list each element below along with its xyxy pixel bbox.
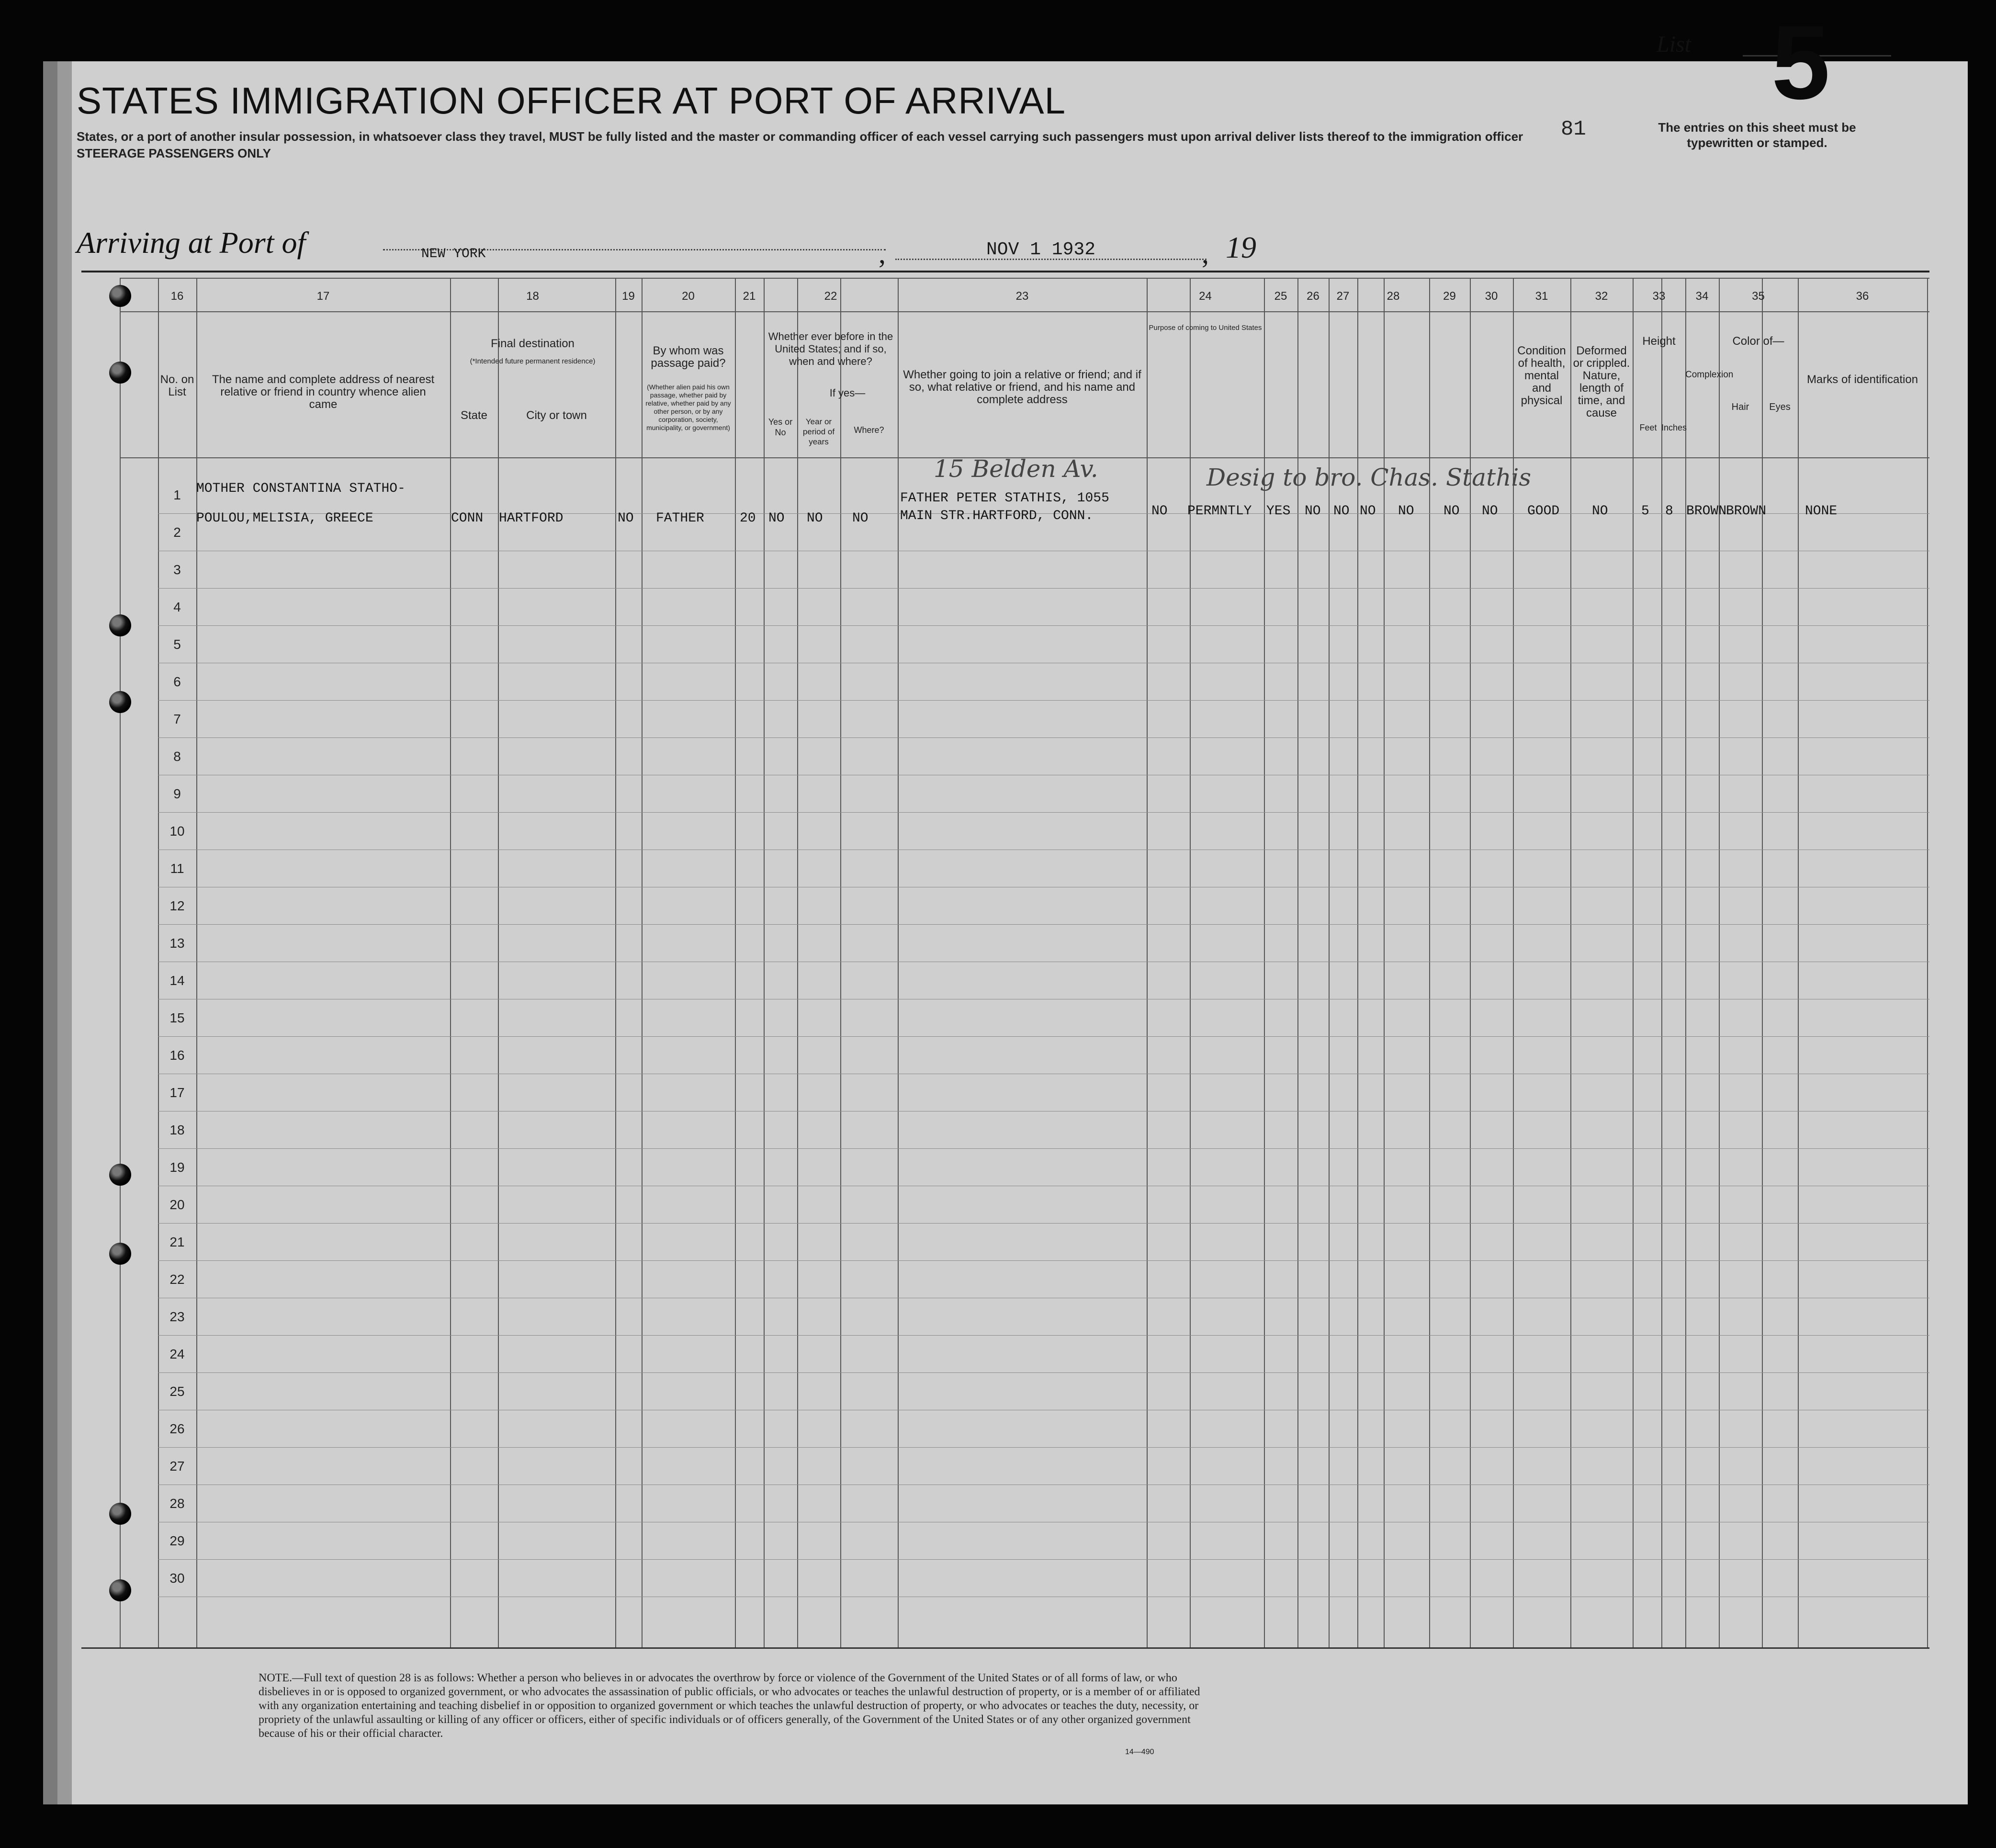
punch-hole — [109, 1579, 131, 1601]
grid-line — [1570, 278, 1571, 1647]
grid-line — [1685, 278, 1686, 1647]
grid-line — [120, 278, 1929, 279]
manifest-page — [72, 61, 1968, 1804]
row-number: 13 — [169, 936, 185, 951]
arriving-label: Arriving at Port of — [77, 226, 306, 260]
row-line — [158, 1559, 1929, 1560]
row-number: 11 — [170, 861, 184, 876]
grid-line — [1927, 278, 1928, 1647]
column-header-marks: Marks of identification — [1806, 373, 1918, 386]
before-period-value: NO — [807, 511, 823, 526]
list-number: 5 — [1771, 3, 1830, 121]
hair-value: BROWN — [1726, 504, 1767, 519]
row-number: 25 — [169, 1384, 185, 1399]
column-number: 23 — [1015, 290, 1029, 303]
column-number: 27 — [1336, 290, 1350, 303]
grid-line — [840, 278, 841, 1647]
column-number: 28 — [1387, 290, 1400, 303]
row-line — [158, 1223, 1929, 1224]
grid-line — [642, 278, 643, 1647]
grid-line — [1147, 278, 1148, 1647]
row-number: 2 — [173, 525, 181, 540]
column-number: 17 — [316, 290, 330, 303]
purpose-b-value: PERMNTLY — [1187, 504, 1252, 519]
column-number: 19 — [622, 290, 635, 303]
grid-line — [898, 278, 899, 1647]
column-header-relative: The name and complete address of nearest relative or friend in country whence alien came — [212, 373, 435, 411]
punch-hole — [109, 285, 131, 307]
column-header-where: Where? — [854, 425, 884, 435]
column-number: 18 — [526, 290, 539, 303]
row-number: 17 — [169, 1085, 185, 1100]
grid-line — [764, 278, 765, 1647]
before-yes-no-value: NO — [768, 511, 785, 526]
ticket-value: NO — [618, 511, 634, 526]
column-number: 32 — [1595, 290, 1608, 303]
join-line-1: FATHER PETER STATHIS, 1055 — [900, 491, 1109, 506]
row-number: 22 — [169, 1272, 185, 1287]
column-header-if-yes: If yes— — [829, 387, 866, 399]
header-rule — [81, 271, 1929, 272]
column-number: 34 — [1695, 290, 1709, 303]
subtitle: States, or a port of another insular possession, in whatsoever class they travel, MUST be fully listed and the master or commanding officer of each vessel carrying such passengers must upon arrival deliver lists thereof to the immigration officer — [77, 129, 1523, 144]
marks-value: NONE — [1805, 504, 1838, 519]
column-header-complexion: Complexion — [1685, 370, 1734, 380]
column-number: 35 — [1752, 290, 1765, 303]
page-title: STATES IMMIGRATION OFFICER AT PORT OF ARRIVAL — [77, 79, 1066, 122]
grid-line — [158, 278, 159, 1647]
row-number: 1 — [173, 488, 181, 502]
punch-hole — [109, 1164, 131, 1186]
column-header-inches: Inches — [1661, 423, 1687, 432]
row-number: 8 — [173, 749, 181, 764]
column-number: 31 — [1535, 290, 1548, 303]
column-number: 21 — [743, 290, 756, 303]
grid-line — [1661, 278, 1662, 1647]
column-header-hair: Hair — [1731, 402, 1749, 412]
handwritten-note: Desig to bro. Chas. Stathis — [1207, 464, 1532, 491]
column-number: 36 — [1856, 290, 1869, 303]
row-number: 23 — [169, 1309, 185, 1324]
row-line — [158, 1036, 1929, 1037]
column-number: 30 — [1485, 290, 1498, 303]
punch-hole — [109, 1243, 131, 1265]
column-number: 24 — [1199, 290, 1212, 303]
punch-hole — [109, 1503, 131, 1525]
row-number: 29 — [169, 1533, 185, 1548]
row-number: 27 — [169, 1459, 185, 1474]
money-value: 20 — [740, 511, 756, 526]
column-header-final-destination: Final destination — [491, 337, 575, 350]
row-number: 16 — [169, 1048, 185, 1063]
complexion-value: BROWN — [1686, 504, 1727, 519]
punch-hole — [109, 691, 131, 713]
footer-rule — [81, 1647, 1929, 1649]
column-number: 20 — [682, 290, 695, 303]
column-subheader-residence: (*Intended future permanent residence) — [470, 357, 596, 365]
row-line — [158, 924, 1929, 925]
row-number: 14 — [169, 973, 185, 988]
column-header-period: Year or period of years — [802, 417, 835, 446]
inches-value: 8 — [1665, 504, 1673, 519]
column-number: 33 — [1652, 290, 1666, 303]
column-number: 25 — [1274, 290, 1287, 303]
comma: , — [879, 238, 886, 269]
row-number: 24 — [169, 1347, 185, 1361]
purpose-c-value: YES — [1266, 504, 1291, 519]
column-header-no-on-list: No. on List — [160, 373, 194, 398]
column-header-height: Height — [1642, 335, 1676, 348]
column-number: 16 — [170, 290, 184, 303]
punch-hole — [109, 362, 131, 384]
purpose-a-value: NO — [1151, 504, 1168, 519]
deformed-value: NO — [1592, 504, 1608, 519]
row-number: 5 — [173, 637, 181, 652]
row-line — [158, 700, 1929, 701]
row-number: 15 — [169, 1010, 185, 1025]
grid-line — [1762, 278, 1763, 1647]
form-number: 14—490 — [1125, 1748, 1154, 1756]
relative-line-2: POULOU,MELISIA, GREECE — [196, 511, 373, 526]
row-line — [158, 588, 1929, 589]
year-prefix: 19 — [1226, 230, 1256, 264]
grid-line — [450, 278, 451, 1647]
column-header-passage-paid: By whom was passage paid? — [651, 344, 726, 370]
grid-line — [1798, 278, 1799, 1647]
health-value: GOOD — [1527, 504, 1560, 519]
punch-hole — [109, 614, 131, 636]
col25-value: NO — [1305, 504, 1321, 519]
row-number: 30 — [169, 1571, 185, 1586]
column-header-yes-no: Yes or No — [768, 417, 793, 437]
row-number: 20 — [169, 1197, 185, 1212]
column-number: 22 — [824, 290, 837, 303]
row-line — [158, 1260, 1929, 1261]
col30-value: NO — [1482, 504, 1498, 519]
column-subheader-passage: (Whether alien paid his own passage, whether paid by relative, whether paid by any other person, or by any corporation, society, municipality, or government) — [645, 383, 731, 431]
column-number: 29 — [1443, 290, 1456, 303]
col29-value: NO — [1443, 504, 1460, 519]
before-where-value: NO — [852, 511, 868, 526]
column-header-deformed: Deformed or crippled. Nature, length of time, and cause — [1573, 344, 1630, 419]
city-value: HARTFORD — [499, 511, 564, 526]
entries-note: The entries on this sheet must be typewritten or stamped. — [1658, 120, 1856, 150]
row-line — [158, 1148, 1929, 1149]
row-line — [158, 1447, 1929, 1448]
column-header-health: Condition of health, mental and physical — [1517, 344, 1566, 407]
row-number: 4 — [173, 600, 181, 614]
row-number: 26 — [169, 1421, 185, 1436]
grid-line — [120, 311, 1929, 312]
row-number: 21 — [169, 1235, 185, 1249]
row-number: 6 — [173, 674, 181, 689]
steerage-label: STEERAGE PASSENGERS ONLY — [77, 146, 271, 160]
column-header-purpose: Purpose of coming to United States — [1149, 324, 1262, 332]
column-number: 26 — [1307, 290, 1319, 303]
comma: , — [1202, 238, 1209, 269]
port-value: NEW YORK — [421, 247, 486, 261]
column-header-color: Color of— — [1732, 335, 1784, 348]
row-line — [158, 625, 1929, 626]
row-line — [158, 737, 1929, 738]
column-header-before-in-us: Whether ever before in the United States; and if so, when and where? — [768, 330, 893, 367]
row-line — [158, 812, 1929, 813]
feet-value: 5 — [1641, 504, 1649, 519]
grid-line — [498, 278, 499, 1647]
relative-line-1: MOTHER CONSTANTINA STATHO- — [196, 481, 406, 496]
state-value: CONN — [451, 511, 484, 526]
row-number: 10 — [169, 824, 185, 839]
col26-value: NO — [1333, 504, 1350, 519]
row-line — [158, 1335, 1929, 1336]
column-header-city: City or town — [526, 409, 587, 422]
grid-line — [1190, 278, 1191, 1647]
col28-value: NO — [1398, 504, 1414, 519]
row-number: 28 — [169, 1496, 185, 1511]
row-number: 18 — [169, 1122, 185, 1137]
grid-line — [120, 278, 121, 1647]
grid-line — [735, 278, 736, 1647]
column-header-eyes: Eyes — [1769, 402, 1791, 412]
row-number: 12 — [169, 898, 185, 913]
column-header-join-relative: Whether going to join a relative or friend; and if so, what relative or friend, and his name and complete address — [903, 368, 1141, 406]
list-label: List — [1657, 32, 1692, 57]
column-header-feet: Feet — [1639, 423, 1657, 432]
date-stamp: NOV 1 1932 — [986, 239, 1096, 260]
join-line-2: MAIN STR.HARTFORD, CONN. — [900, 509, 1094, 523]
row-number: 7 — [173, 712, 181, 726]
footer-note: NOTE.—Full text of question 28 is as follows: Whether a person who believes in or advocates the overthrow by force or violence of the Government of the United States or of all forms of law, or who disbelieves in or is opposed to organized government, or who advocates the assassination of public officials, or who advocates or teaches the unlawful destruction of property, or is a member of or affiliated with any organization entertaining and teaching disbelief in or opposition to organized government or which teaches the unlawful destruction of property, or who advocates or teaches the duty, necessity, or propriety of the unlawful assaulting or killing of any officer or officers, either of specific individuals or of officers generally, of the Government of the United States or of any other organized government because of his or their official character. — [259, 1672, 1200, 1740]
grid-line — [797, 278, 798, 1647]
sheet-number: 81 — [1561, 117, 1586, 141]
grid-line — [615, 278, 616, 1647]
page-edge — [53, 77, 72, 1791]
col27-value: NO — [1360, 504, 1376, 519]
row-line — [158, 1372, 1929, 1373]
grid-line — [1719, 278, 1720, 1647]
paid-by-value: FATHER — [656, 511, 704, 526]
column-header-state: State — [460, 409, 488, 422]
row-number: 9 — [173, 786, 181, 801]
row-number: 3 — [173, 562, 181, 577]
grid-line — [1633, 278, 1634, 1647]
handwritten-address: 15 Belden Av. — [934, 455, 1098, 483]
row-number: 19 — [169, 1160, 185, 1175]
